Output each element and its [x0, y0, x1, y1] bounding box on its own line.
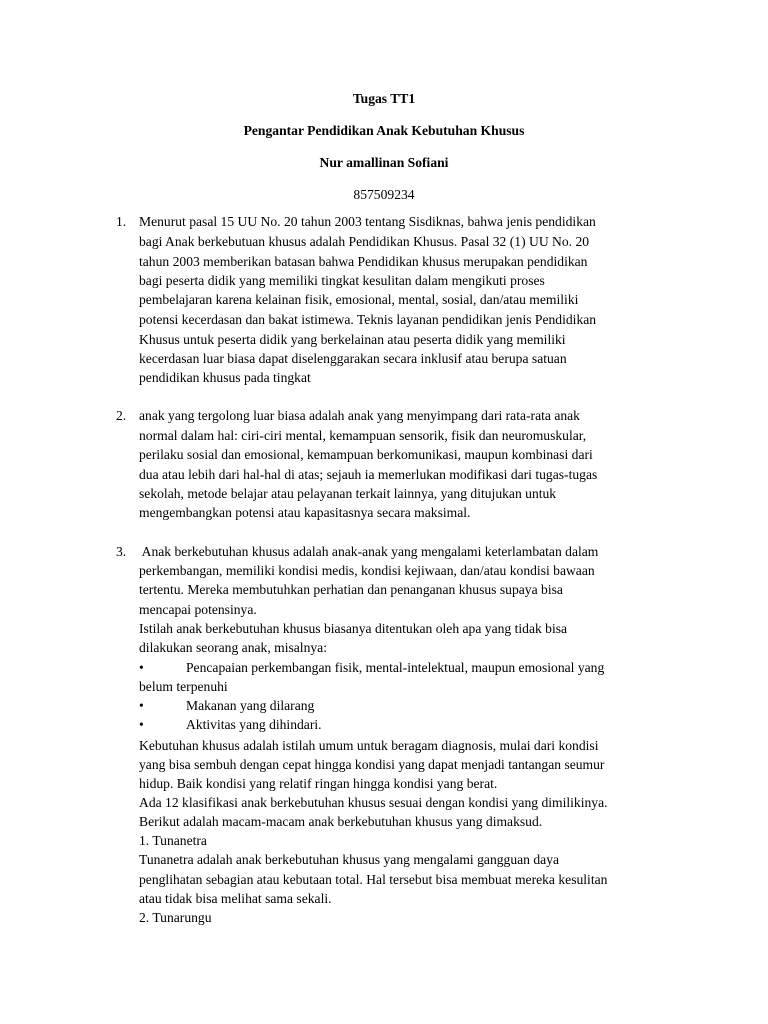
paragraph-line: Khusus untuk peserta didik yang berkelainan atau peserta didik yang memiliki [139, 332, 566, 347]
paragraph-line: Istilah anak berkebutuhan khusus biasanya ditentukan oleh apa yang tidak bisa [139, 621, 568, 636]
paragraph-line: pembelajaran karena kelainan fisik, emosional, mental, sosial, dan/atau memiliki [139, 292, 579, 307]
paragraph-line: Anak berkebutuhan khusus adalah anak-anak yang mengalami keterlambatan dalam [139, 544, 599, 559]
bullet-continuation: belum terpenuhi [139, 679, 228, 694]
paragraph-line: bagi Anak berkebutuan khusus adalah Pendidikan Khusus. Pasal 32 (1) UU No. 20 [139, 234, 590, 249]
paragraph-line: tertentu. Mereka membutuhkan perhatian dan penanganan khusus supaya bisa [139, 582, 563, 597]
paragraph-line: perilaku sosial dan emosional, kemampuan berkomunikasi, maupun kombinasi dari [139, 447, 593, 462]
paragraph-line: Tunanetra adalah anak berkebutuhan khusus yang mengalami gangguan daya [139, 852, 560, 867]
paragraph-line: Kebutuhan khusus adalah istilah umum untuk beragam diagnosis, mulai dari kondisi [139, 738, 599, 753]
paragraph-line: bagi peserta didik yang memiliki tingkat kesulitan dalam mengikuti proses [139, 273, 545, 288]
item-number: 3. [116, 544, 127, 559]
bullet-item: Pencapaian perkembangan fisik, mental-intelektual, maupun emosional yang [186, 660, 605, 675]
document-title: Tugas TT1 [352, 91, 416, 106]
paragraph-line: dilakukan seorang anak, misalnya: [139, 640, 327, 655]
paragraph-line: penglihatan sebagian atau kebutaan total. Hal tersebut bisa membuat mereka kesulitan [139, 872, 608, 887]
bullet-item: Aktivitas yang dihindari. [186, 717, 322, 732]
paragraph-line: potensi kecerdasan dan bakat istimewa. Teknis layanan pendidikan jenis Pendidikan [139, 312, 597, 327]
course-title: Pengantar Pendidikan Anak Kebutuhan Khusus [243, 123, 525, 138]
paragraph-line: tahun 2003 memberikan batasan bahwa Pendidikan khusus merupakan pendidikan [139, 254, 588, 269]
paragraph-line: sekolah, metode belajar atau pelayanan terkait lainnya, yang ditujukan untuk [139, 486, 557, 501]
author-name: Nur amallinan Sofiani [319, 155, 449, 170]
subheading: 1. Tunanetra [139, 833, 207, 848]
paragraph-line: mencapai potensinya. [139, 602, 257, 617]
paragraph-line: atau tidak bisa melihat sama sekali. [139, 891, 332, 906]
paragraph-line: Ada 12 klasifikasi anak berkebutuhan khusus sesuai dengan kondisi yang dimilikinya. [139, 795, 608, 810]
bullet-icon: • [139, 698, 144, 713]
student-id: 857509234 [353, 187, 415, 202]
paragraph-line: mengembangkan potensi atau kapasitasnya secara maksimal. [139, 505, 471, 520]
paragraph-line: yang bisa sembuh dengan cepat hingga kondisi yang dapat menjadi tantangan seumur [139, 757, 605, 772]
paragraph-line: normal dalam hal: ciri-ciri mental, kemampuan sensorik, fisik dan neuromuskular, [139, 428, 587, 443]
paragraph-line: dua atau lebih dari hal-hal di atas; sejauh ia memerlukan modifikasi dari tugas-tugas [139, 467, 598, 482]
item-number: 2. [116, 408, 127, 423]
bullet-icon: • [139, 717, 144, 732]
paragraph-line: pendidikan khusus pada tingkat [139, 370, 311, 385]
item-number: 1. [116, 214, 127, 229]
bullet-icon: • [139, 660, 144, 675]
paragraph-line: hidup. Baik kondisi yang relatif ringan hingga kondisi yang berat. [139, 776, 498, 791]
paragraph-line: Menurut pasal 15 UU No. 20 tahun 2003 tentang Sisdiknas, bahwa jenis pendidikan [139, 214, 596, 229]
paragraph-line: Berikut adalah macam-macam anak berkebutuhan khusus yang dimaksud. [139, 814, 543, 829]
paragraph-line: kecerdasan luar biasa dapat diselenggarakan secara inklusif atau berupa satuan [139, 351, 567, 366]
bullet-item: Makanan yang dilarang [186, 698, 315, 713]
subheading: 2. Tunarungu [139, 910, 212, 925]
paragraph-line: perkembangan, memiliki kondisi medis, kondisi kejiwaan, dan/atau kondisi bawaan [139, 563, 595, 578]
paragraph-line: anak yang tergolong luar biasa adalah anak yang menyimpang dari rata-rata anak [139, 408, 580, 423]
